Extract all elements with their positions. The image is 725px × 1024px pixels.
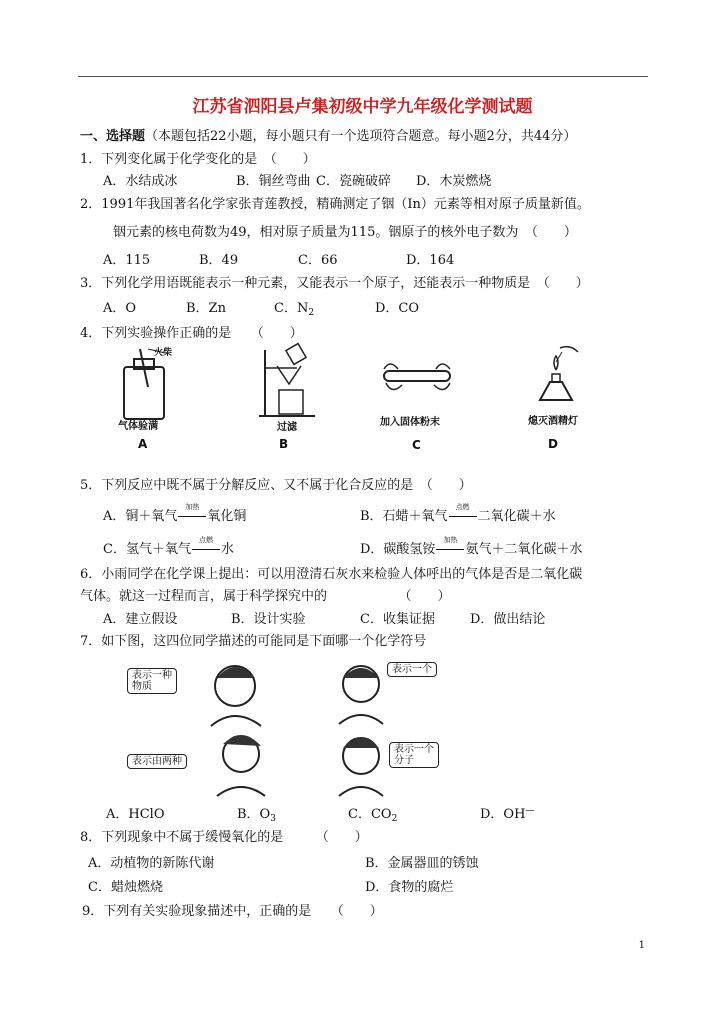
q5-option-c: C．氢气＋氧气 点燃 水 — [103, 536, 234, 557]
question-6-line1: 6．小雨同学在化学课上提出：可以用澄清石灰水来检验人体呼出的气体是否是二氧化碳 — [80, 567, 583, 582]
q6-option-c: C．收集证据 — [360, 612, 435, 627]
student-2-icon — [331, 660, 391, 730]
test-tube-hands-icon — [378, 355, 458, 407]
question-2-line2: 铟元素的核电荷数为49，相对原子质量为115。铟原子的核外电子数为 （ ） — [113, 225, 577, 240]
figure-a-gas-test — [110, 345, 185, 455]
figure-b-letter: B — [279, 437, 289, 451]
speech-bubble-4: 表示一个 分子 — [389, 742, 439, 768]
page-title: 江苏省泗阳县卢集初级中学九年级化学测试题 — [192, 97, 533, 117]
students-illustration — [125, 658, 505, 798]
page-number: 1 — [638, 940, 645, 951]
question-6-line2: 气体。就这一过程而言，属于科学探究中的 （ ） — [80, 589, 451, 604]
figure-d-lamp — [522, 340, 592, 455]
figure-a-caption: 气体验满 — [118, 421, 158, 432]
figure-a-letter: A — [138, 437, 148, 451]
question-8-stem: 8．下列现象中不属于缓慢氧化的是 （ ） — [80, 830, 368, 845]
alcohol-lamp-icon — [522, 340, 592, 412]
match-label: 火柴 — [154, 348, 173, 358]
q3-option-b: B．Zn — [186, 301, 226, 316]
q1-option-a: A．水结成冰 — [103, 174, 178, 189]
q7-option-b: B．$O_3$ — [237, 807, 276, 824]
q3-option-c: C．$N_2$ — [274, 301, 315, 318]
q8-option-a: A．动植物的新陈代谢 — [88, 856, 215, 871]
section-header — [80, 125, 576, 144]
header-rule — [78, 76, 648, 77]
question-7-stem: 7．如下图，这四位同学描述的可能同是下面哪一个化学符号 — [80, 634, 427, 649]
q1-option-d: D．木炭燃烧 — [416, 174, 492, 189]
q6-option-a: A．建立假设 — [103, 612, 178, 627]
student-1-icon — [197, 660, 277, 730]
q6-option-b: B．设计实验 — [231, 612, 306, 627]
question-3-stem: 3．下列化学用语既能表示一种元素，又能表示一个原子，还能表示一种物质是 （ ） — [80, 276, 589, 291]
student-4-icon — [331, 732, 391, 798]
q1-option-c: C．瓷碗破碎 — [316, 174, 391, 189]
figure-d-caption: 熄灭酒精灯 — [528, 416, 578, 427]
q2-option-a: A．115 — [103, 253, 151, 268]
q6-option-d: D．做出结论 — [470, 612, 546, 627]
bottle-match-icon — [110, 345, 185, 425]
question-1-stem: 1．下列变化属于化学变化的是 （ ） — [80, 152, 316, 167]
figure-c-caption: 加入固体粉末 — [380, 417, 440, 428]
q7-option-d: D．OH— — [480, 806, 535, 822]
q5-option-b: B．石蜡＋氧气 点燃 二氧化碳＋水 — [360, 503, 556, 524]
question-9-stem: 9．下列有关实验现象描述中，正确的是 （ ） — [82, 904, 383, 919]
q1-option-b: B．铜丝弯曲 — [236, 174, 311, 189]
question-4-stem: 4．下列实验操作正确的是 （ ） — [80, 326, 303, 341]
q7-option-c: C．$CO_2$ — [348, 807, 398, 824]
q2-option-b: B．49 — [199, 253, 239, 268]
q3-option-a: A．O — [103, 301, 137, 316]
q7-option-a: A．HClO — [106, 807, 165, 822]
q2-option-d: D．164 — [406, 253, 455, 268]
section-note: （本题包括22小题，每小题只有一个选项符合题意。每小题2分，共44分） — [145, 129, 577, 144]
figure-c-powder — [378, 355, 458, 455]
figure-b-caption: 过滤 — [277, 422, 297, 433]
figure-d-letter: D — [548, 437, 558, 451]
q2-option-c: C．66 — [298, 253, 338, 268]
question-2-line1: 2．1991年我国著名化学家张青莲教授，精确测定了铟（In）元素等相对原子质量新值。 — [80, 197, 590, 212]
q5-option-a: A．铜＋氧气 加热 氧化铜 — [103, 503, 247, 524]
q3-option-d: D．CO — [375, 301, 420, 316]
speech-bubble-3: 表示由两种 — [127, 754, 187, 769]
q8-option-c: C．蜡烛燃烧 — [88, 880, 163, 895]
section-label: 一、选择题 — [80, 129, 146, 144]
q8-option-d: D．食物的腐烂 — [365, 880, 454, 895]
filtration-apparatus-icon — [255, 340, 325, 422]
speech-bubble-2: 表示一个 — [387, 662, 437, 677]
figure-b-filtration — [255, 340, 325, 455]
student-3-icon — [199, 730, 289, 798]
question-5-stem: 5．下列反应中既不属于分解反应、又不属于化合反应的是 （ ） — [80, 478, 472, 493]
figure-c-letter: C — [412, 438, 421, 452]
q8-option-b: B．金属器皿的锈蚀 — [365, 856, 479, 871]
speech-bubble-1: 表示一种 物质 — [127, 668, 177, 694]
q5-option-d: D．碳酸氢铵 加热 氨气＋二氧化碳＋水 — [360, 536, 583, 557]
